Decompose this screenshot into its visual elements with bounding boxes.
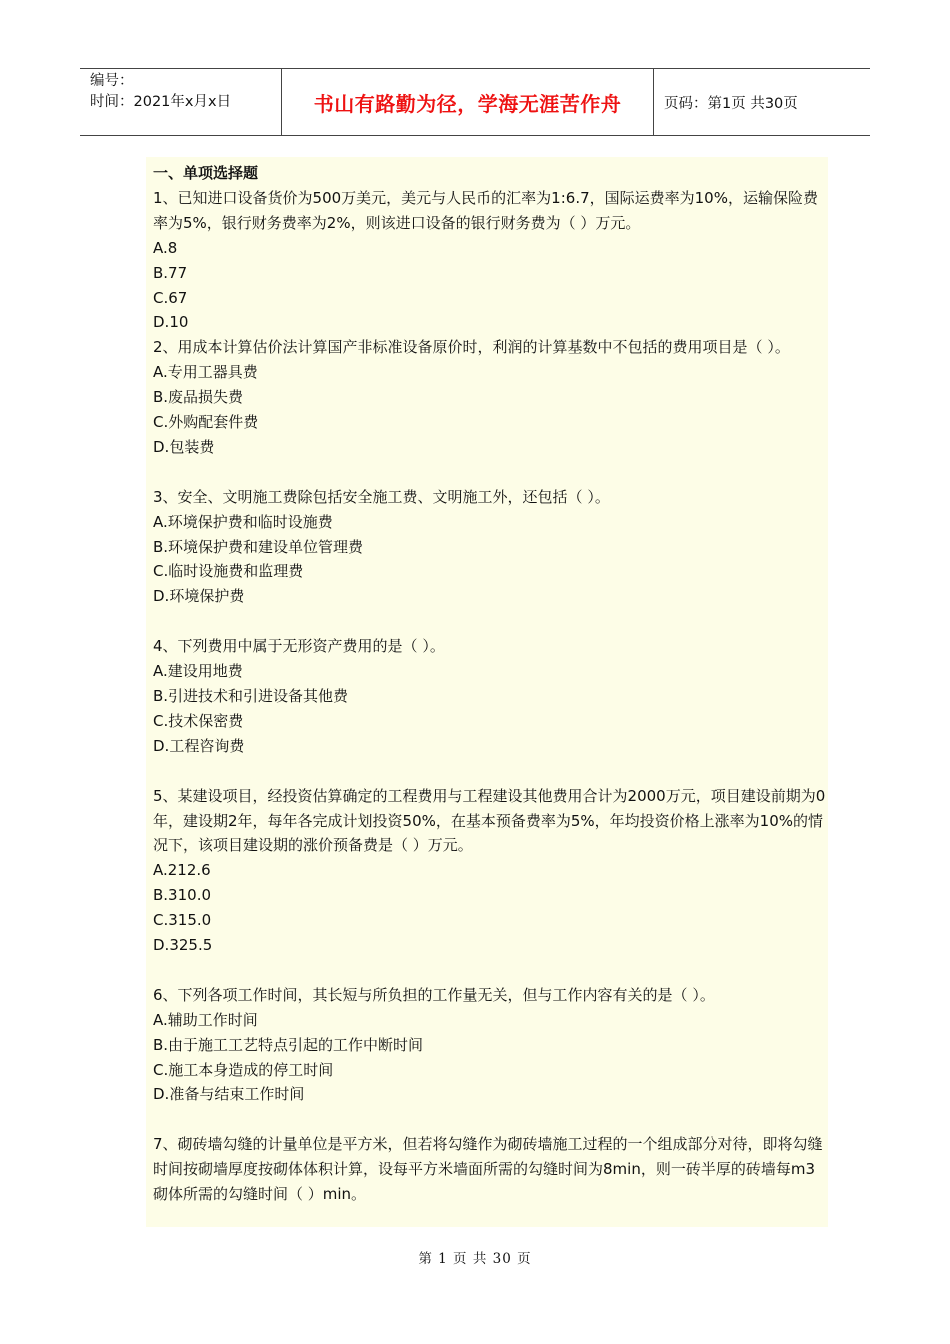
option: A.212.6 — [153, 861, 211, 880]
page-number-label: 页码：第1页 共30页 — [664, 95, 798, 112]
option: B.环境保护费和建设单位管理费 — [153, 537, 364, 556]
document-header — [80, 68, 870, 136]
header-page-cell — [654, 69, 870, 135]
option: B.由于施工工艺特点引起的工作中断时间 — [153, 1035, 424, 1054]
question-content — [146, 157, 828, 1227]
option: D.环境保护费 — [153, 587, 245, 606]
option: A.8 — [153, 238, 178, 257]
option: B.废品损失费 — [153, 388, 244, 407]
option: C.技术保密费 — [153, 711, 244, 730]
option: D.10 — [153, 313, 189, 332]
question-stem: 2、用成本计算估价法计算国产非标准设备原价时，利润的计算基数中不包括的费用项目是（ ）。 — [153, 338, 790, 357]
option: C.67 — [153, 288, 188, 307]
option: D.包装费 — [153, 437, 215, 456]
date-label: 时间：2021年x月x日 — [90, 94, 232, 110]
header-motto-cell — [282, 69, 654, 135]
option: A.辅助工作时间 — [153, 1010, 258, 1029]
option: D.准备与结束工作时间 — [153, 1085, 305, 1104]
option: A.专用工器具费 — [153, 363, 258, 382]
spacer — [153, 460, 828, 485]
page-footer: 第 1 页 共 30 页 — [418, 1251, 532, 1267]
option: B.引进技术和引进设备其他费 — [153, 687, 349, 705]
question-stem: 5、某建设项目，经投资估算确定的工程费用与工程建设其他费用合计为2000万元，项目建设前期为0年，建设期2年，每年各完成计划投资50%，在基本预备费率为5%，年均投资价格上涨率为10%的情况下，该项目建设期的涨价预备费是（ ）万元。 — [153, 786, 826, 855]
option: B.310.0 — [153, 886, 212, 905]
motto-text: 书山有路勤为径，学海无涯苦作舟 — [313, 91, 622, 116]
question-stem: 4、下列费用中属于无形资产费用的是（ ）。 — [153, 637, 445, 656]
serial-number-label: 编号： — [90, 73, 134, 89]
option: C.315.0 — [153, 911, 212, 930]
option: A.建设用地费 — [153, 662, 243, 681]
option: C.外购配套件费 — [153, 413, 259, 432]
option: A.环境保护费和临时设施费 — [153, 512, 333, 531]
question-stem: 1、已知进口设备货价为500万美元，美元与人民币的汇率为1:6.7，国际运费率为10%，运输保险费率为5%，银行财务费率为2%，则该进口设备的银行财务费为（ ）万元。 — [153, 188, 818, 232]
option: C.临时设施费和监理费 — [153, 562, 304, 581]
spacer — [153, 958, 828, 983]
spacer — [153, 609, 828, 634]
question-stem: 3、安全、文明施工费除包括安全施工费、文明施工外，还包括（ ）。 — [153, 487, 610, 506]
option: C.施工本身造成的停工时间 — [153, 1060, 334, 1079]
spacer — [153, 759, 828, 784]
header-meta — [80, 69, 282, 135]
option: B.77 — [153, 263, 188, 282]
option: D.325.5 — [153, 936, 213, 955]
option: D.工程咨询费 — [153, 736, 245, 755]
section-title: 一、单项选择题 — [153, 164, 259, 182]
question-stem: 6、下列各项工作时间，其长短与所负担的工作量无关，但与工作内容有关的是（ ）。 — [153, 985, 715, 1004]
question-stem: 7、砌砖墙勾缝的计量单位是平方米，但若将勾缝作为砌砖墙施工过程的一个组成部分对待，即将勾缝时间按砌墙厚度按砌体体积计算，设每平方米墙面所需的勾缝时间为8min，则一砖半厚的砖墙每m3砌体所需的勾缝时间（ ）min。 — [153, 1135, 823, 1204]
spacer — [153, 1107, 828, 1132]
